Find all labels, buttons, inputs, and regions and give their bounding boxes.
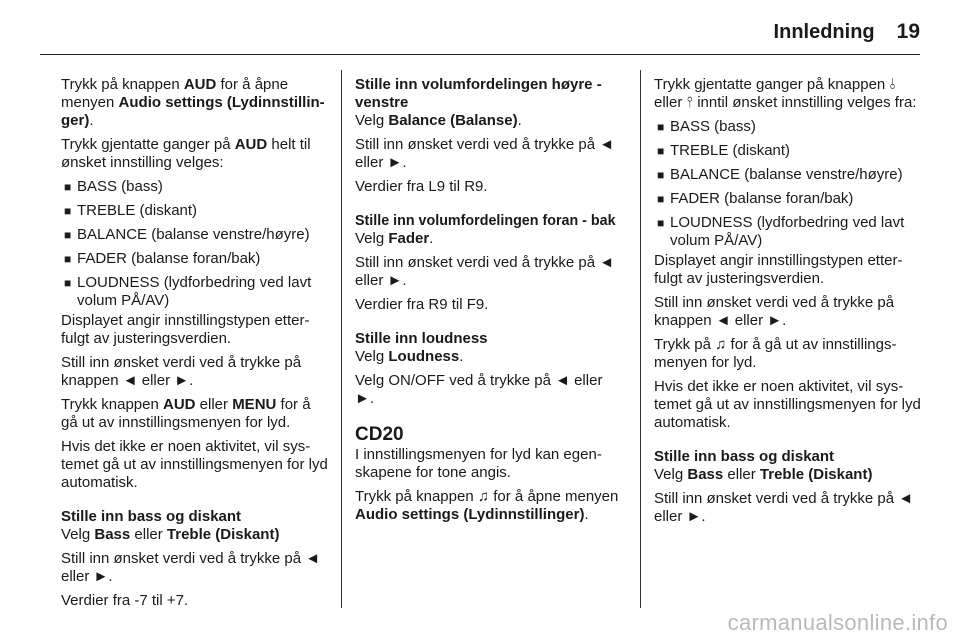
paragraph: Velg Balance (Balanse). [355,112,522,129]
section-title: Innledning [773,21,875,43]
section-heading: Stille inn bass og diskant [654,448,835,465]
page-number: 19 [896,20,920,43]
list-item: ■ LOUDNESS (lydforbedring ved lavt volum PÅ/AV) [657,214,905,249]
paragraph: Trykk gjentatte ganger på knappen ⫰ eller ⫯ inntil ønsket innstilling velges fra: [654,76,917,111]
paragraph: Still inn ønsket verdi ved å trykke på ◄ eller ►. [355,254,615,289]
settings-list [61,178,329,310]
paragraph: Displayet angir innstillingstypen etterfulgt av justeringsverdien. [61,312,310,347]
section-heading: Stille inn volumfordelingen høyre - venstre [355,76,602,111]
column-3 [654,76,922,532]
list-item: ■ BALANCE (balanse venstre/høyre) [657,166,903,183]
section-heading-cd20: CD20 [355,424,404,445]
paragraph: Verdier fra L9 til R9. [355,178,488,195]
settings-list [654,118,922,250]
list-item: ■ BALANCE (balanse venstre/høyre) [64,226,310,243]
paragraph: Velg Bass eller Treble (Diskant) [654,466,873,483]
paragraph: Hvis det ikke er noen aktivitet, vil systemet gå ut av innstillingsmenyen for lyd automatisk. [654,378,921,431]
paragraph: Still inn ønsket verdi ved å trykke på ◄ eller ►. [355,136,615,171]
paragraph: Still inn ønsket verdi ved å trykke på ◄ eller ►. [61,550,321,585]
column-2 [355,76,623,530]
paragraph: Velg Loudness. [355,348,464,365]
paragraph: Verdier fra R9 til F9. [355,296,489,313]
paragraph: Trykk gjentatte ganger på AUD helt til ønsket innstilling velges: [61,136,311,171]
list-item: ■ BASS (bass) [64,178,163,195]
column-divider [341,70,342,608]
list-item: ■ TREBLE (diskant) [64,202,198,219]
paragraph: Trykk på knappen AUD for å åpne menyen Audio settings (Lydinnstillinger). [61,76,325,129]
list-item: ■ BASS (bass) [657,118,756,135]
column-1 [61,76,329,616]
paragraph: Hvis det ikke er noen aktivitet, vil systemet gå ut av innstillingsmenyen for lyd automatisk. [61,438,328,491]
paragraph: Velg Bass eller Treble (Diskant) [61,526,280,543]
paragraph: Velg ON/OFF ved å trykke på ◄ eller ►. [355,372,603,407]
paragraph: Trykk på ♫ for å gå ut av innstillingsmenyen for lyd. [654,336,897,371]
paragraph: I innstillingsmenyen for lyd kan egenskapene for tone angis. [355,446,602,481]
list-item: ■ FADER (balanse foran/bak) [64,250,261,267]
paragraph: Trykk på knappen ♫ for å åpne menyen Audio settings (Lydinnstillinger). [355,488,619,523]
paragraph: Trykk knappen AUD eller MENU for å gå ut av innstillingsmenyen for lyd. [61,396,311,431]
paragraph: Displayet angir innstillingstypen etterfulgt av justeringsverdien. [654,252,903,287]
paragraph: Verdier fra -7 til +7. [61,592,189,609]
section-heading: Stille inn loudness [355,330,488,347]
list-item: ■ TREBLE (diskant) [657,142,791,159]
paragraph: Still inn ønsket verdi ved å trykke på ◄ eller ►. [654,490,914,525]
section-heading: Stille inn bass og diskant [61,508,242,525]
paragraph: Still inn ønsket verdi ved å trykke på knappen ◄ eller ►. [61,354,302,389]
list-item: ■ FADER (balanse foran/bak) [657,190,854,207]
watermark: carmanualsonline.info [727,610,948,635]
page-header [774,20,920,46]
paragraph: Velg Fader. [355,230,434,247]
list-item: ■ LOUDNESS (lydforbedring ved lavt volum PÅ/AV) [64,274,312,309]
column-divider [640,70,641,608]
header-rule [40,54,920,55]
paragraph: Still inn ønsket verdi ved å trykke på knappen ◄ eller ►. [654,294,895,329]
section-heading: Stille inn volumfordelingen foran - bak [355,213,616,229]
